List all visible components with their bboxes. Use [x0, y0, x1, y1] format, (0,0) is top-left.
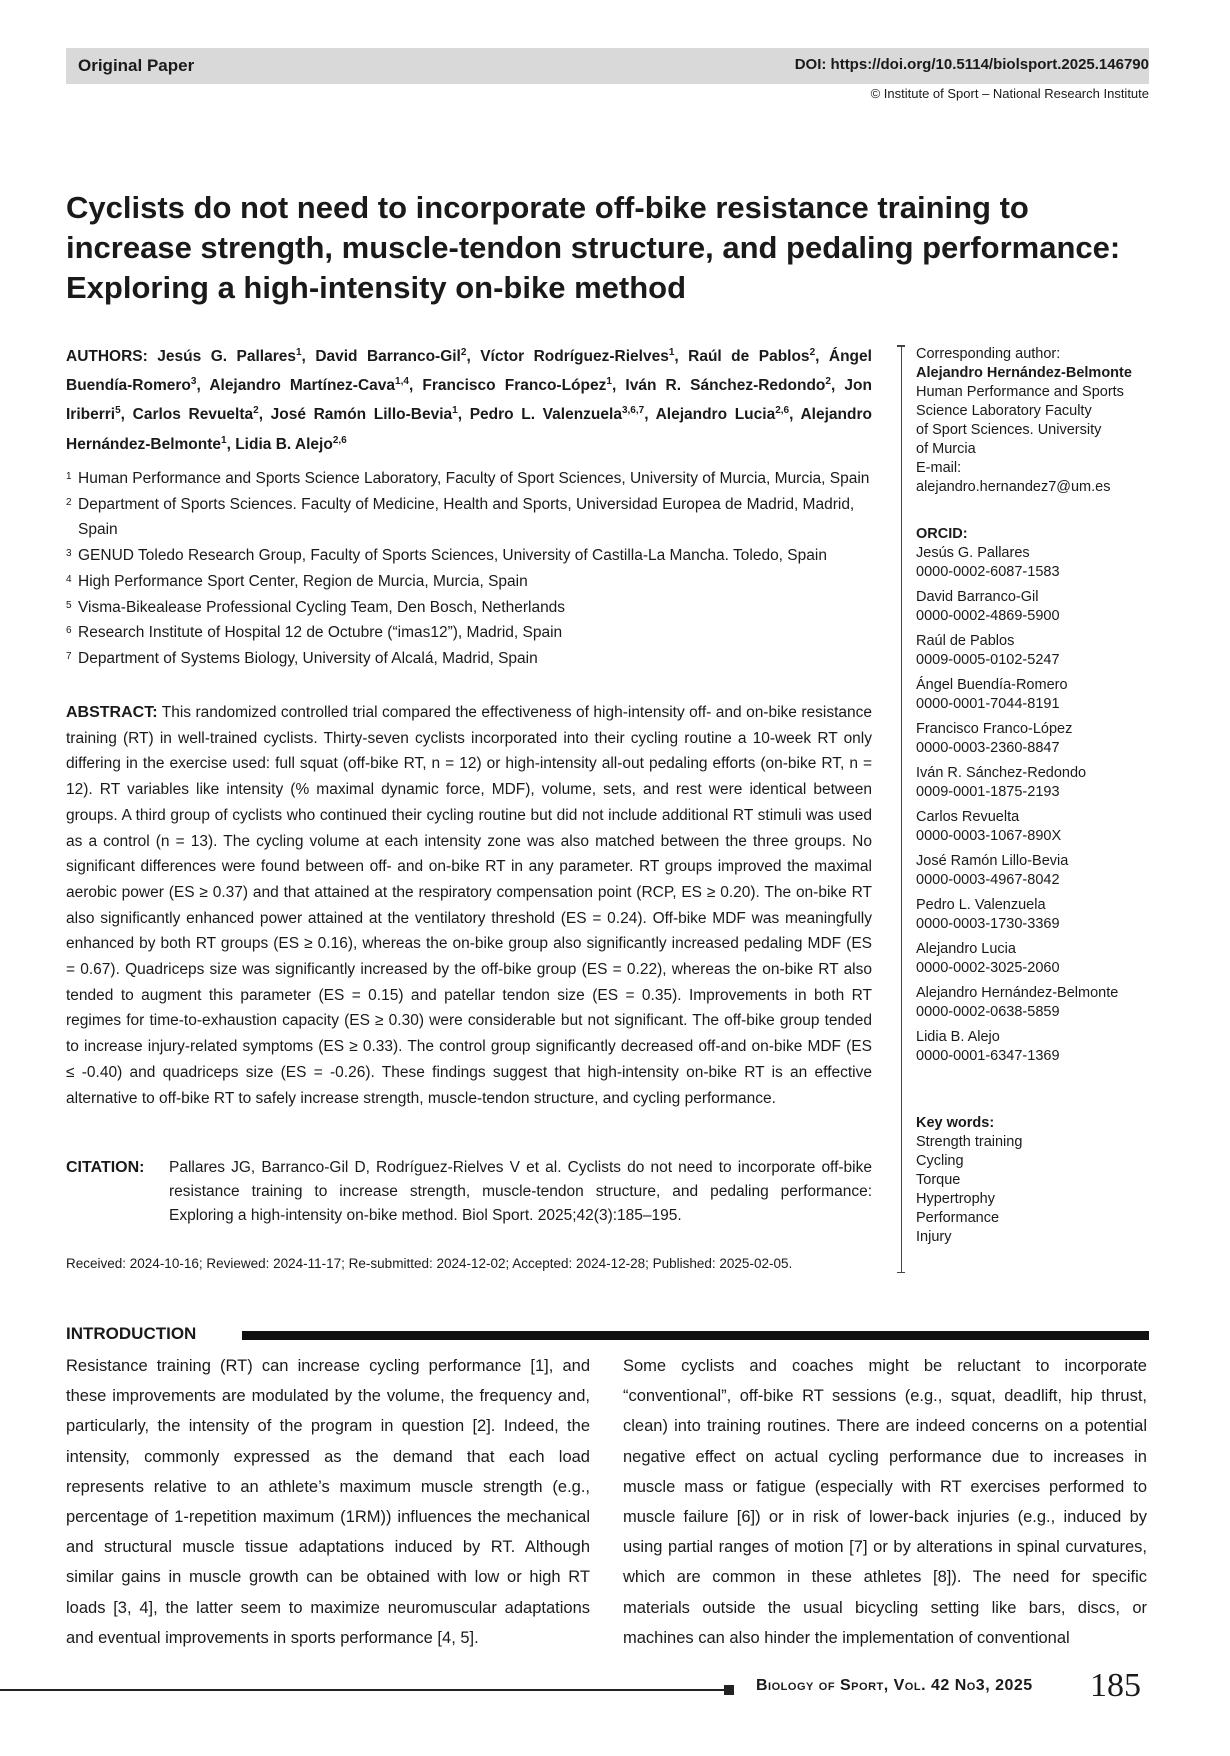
- article-type: Original Paper: [78, 56, 195, 75]
- intro-column-right: Some cyclists and coaches might be reluctant to incorporate “conventional”, off-bike RT sessions (e.g., squat, deadlift, hip thrust, clean) into training routines. There are indeed concerns on a potential negative effect on actual cycling performance due to increases in muscle mass or fatigue (especially with RT exercises performed to muscle failure [6]) or in risk of lower-back injuries (e.g., induced by using partial ranges of motion [7] or by alterations in spinal curvatures, which are common in these athletes [8]). The need for specific materials outside the usual bicycling setting like bars, discs, or machines can also hinder the implementation of conventional: [623, 1357, 1147, 1647]
- orcid-entry: [916, 808, 1156, 846]
- orcid-entry: [916, 940, 1156, 978]
- author-name: Alejandro Lucia: [655, 406, 776, 424]
- orcid-id[interactable]: 0000-0003-2360-8847: [916, 740, 1060, 756]
- introduction-heading: INTRODUCTION: [66, 1324, 197, 1343]
- author-name: Pedro L. Valenzuela: [469, 406, 622, 424]
- doi-link[interactable]: DOI: https://doi.org/10.5114/biolsport.2025.146790: [794, 56, 1149, 73]
- affiliation-item: [66, 492, 872, 543]
- author-name: Alejandro Hernández-Belmonte: [66, 406, 872, 453]
- citation-label: CITATION:: [66, 1159, 145, 1176]
- corresponding-address-line: Human Performance and Sports: [916, 384, 1124, 400]
- author-affiliation-marker: 1: [606, 376, 612, 388]
- affiliation-number: 4: [66, 573, 72, 585]
- affiliation-text: Research Institute of Hospital 12 de Octubre (“imas12”), Madrid, Spain: [78, 624, 563, 642]
- authors-label: AUTHORS:: [66, 348, 148, 366]
- author-affiliation-marker: 2,6: [775, 405, 790, 417]
- sidebar-tick-bottom: [897, 1272, 905, 1274]
- affiliation-text: Department of Sports Sciences. Faculty of Medicine, Health and Sports, Universidad Europea de Madrid, Madrid, Spain: [78, 495, 855, 539]
- orcid-id[interactable]: 0000-0003-4967-8042: [916, 872, 1060, 888]
- author-affiliation-marker: 1: [295, 347, 302, 358]
- abstract: [66, 700, 872, 1111]
- orcid-id[interactable]: 0000-0002-4869-5900: [916, 608, 1060, 624]
- orcid-id[interactable]: 0000-0001-6347-1369: [916, 1048, 1060, 1064]
- author-affiliation-marker: 1: [221, 434, 227, 446]
- affiliation-text: Visma-Bikealease Professional Cycling Team, Den Bosch, Netherlands: [78, 598, 566, 616]
- orcid-id[interactable]: 0000-0003-1067-890X: [916, 828, 1062, 844]
- orcid-id[interactable]: 0000-0002-0638-5859: [916, 1004, 1060, 1020]
- author-name: Jon Iriberri: [66, 377, 872, 424]
- author-affiliation-marker: 2: [825, 376, 831, 388]
- affiliation-item: [66, 466, 872, 492]
- orcid-name: Alejandro Lucia: [916, 941, 1016, 957]
- orcid-entry: [916, 632, 1156, 670]
- affiliation-number: 7: [66, 650, 72, 662]
- footer-square-mark: [724, 1685, 734, 1695]
- author-affiliation-marker: 5: [115, 405, 121, 417]
- orcid-id[interactable]: 0000-0002-6087-1583: [916, 564, 1060, 580]
- orcid-entry: [916, 544, 1156, 582]
- author-name: Iván R. Sánchez-Redondo: [625, 377, 826, 395]
- sidebar-tick-top: [897, 345, 905, 347]
- citation: [66, 1156, 872, 1228]
- author-affiliation-marker: 1: [668, 347, 675, 358]
- affiliation-text: Human Performance and Sports Science Laboratory, Faculty of Sport Sciences, University of Murcia, Murcia, Spain: [78, 470, 870, 487]
- author-affiliation-marker: 1: [452, 405, 458, 417]
- author-name: Carlos Revuelta: [132, 406, 254, 424]
- author-name: Raúl de Pablos: [688, 348, 810, 366]
- orcid-id[interactable]: 0009-0001-1875-2193: [916, 784, 1060, 800]
- corresponding-address-line: of Murcia: [916, 441, 976, 457]
- orcid-id[interactable]: 0000-0002-3025-2060: [916, 960, 1060, 976]
- author-name: Lidia B. Alejo: [235, 435, 333, 453]
- corresponding-address-line: Science Laboratory Faculty: [916, 403, 1092, 419]
- keyword-item: Torque: [916, 1172, 961, 1188]
- orcid-entry: [916, 676, 1156, 714]
- keywords-label: Key words:: [916, 1115, 995, 1131]
- introduction-heading-bar: [66, 1322, 1149, 1342]
- email-link[interactable]: alejandro.hernandez7@um.es: [916, 479, 1111, 495]
- corresponding-label: Corresponding author:: [916, 346, 1061, 362]
- orcid-name: Jesús G. Pallares: [916, 545, 1030, 561]
- abstract-label: ABSTRACT:: [66, 704, 158, 721]
- affiliation-number: 5: [66, 599, 72, 611]
- author-name: Ángel Buendía-Romero: [66, 348, 872, 395]
- publication-dates: Received: 2024-10-16; Reviewed: 2024-11-17; Re-submitted: 2024-12-02; Accepted: 2024-12-28; Published: 2025-02-05.: [66, 1256, 793, 1271]
- affiliation-item: [66, 595, 872, 621]
- page-number: 185: [1090, 1667, 1141, 1704]
- footer-rule: [0, 1689, 727, 1691]
- author-affiliation-marker: 2: [460, 347, 467, 358]
- orcid-list: [916, 544, 1156, 1066]
- affiliation-text: GENUD Toledo Research Group, Faculty of Sports Sciences, University of Castilla-La Mancha. Toledo, Spain: [78, 547, 827, 565]
- orcid-entry: [916, 588, 1156, 626]
- footer-journal: Biology of Sport, Vol. 42 No3, 2025: [756, 1677, 1033, 1694]
- author-name: David Barranco-Gil: [315, 348, 461, 366]
- header-bar: [66, 48, 1149, 84]
- orcid-entry: [916, 852, 1156, 890]
- author-name: Francisco Franco-López: [422, 377, 607, 395]
- keyword-item: Injury: [916, 1229, 952, 1245]
- keyword-item: Performance: [916, 1210, 1000, 1226]
- orcid-name: Pedro L. Valenzuela: [916, 897, 1046, 913]
- affiliation-item: [66, 646, 872, 672]
- sidebar: [901, 345, 1150, 1273]
- orcid-name: Alejandro Hernández-Belmonte: [916, 985, 1119, 1001]
- orcid-name: Ángel Buendía-Romero: [916, 677, 1068, 693]
- orcid-name: Lidia B. Alejo: [916, 1029, 1000, 1045]
- orcid-id[interactable]: 0009-0005-0102-5247: [916, 652, 1060, 668]
- email-label: E-mail:: [916, 460, 962, 476]
- copyright-notice: © Institute of Sport – National Research Institute: [870, 86, 1149, 101]
- author-name: Víctor Rodríguez-Rielves: [480, 348, 669, 366]
- orcid-name: Francisco Franco-López: [916, 721, 1073, 737]
- keyword-item: Hypertrophy: [916, 1191, 995, 1207]
- heading-rule: [242, 1331, 1149, 1340]
- citation-text: Pallares JG, Barranco-Gil D, Rodríguez-Rielves V et al. Cyclists do not need to incorporate off-bike resistance training to increase strength, muscle-tendon structure, and pedaling performance: Exploring a high-intensity on-bike method. Biol Sport. 2025;42(3):185–195.: [169, 1159, 872, 1224]
- author-name: Alejandro Martínez-Cava: [209, 377, 396, 395]
- keywords-list: [916, 1133, 1156, 1247]
- author-affiliation-marker: 3: [190, 376, 197, 388]
- affiliation-number: 3: [66, 548, 72, 560]
- author-name: José Ramón Lillo-Bevia: [270, 406, 453, 424]
- orcid-name: Iván R. Sánchez-Redondo: [916, 765, 1087, 781]
- author-affiliation-marker: 2: [253, 405, 259, 417]
- article-title: Cyclists do not need to incorporate off-bike resistance training to increase strength, muscle-tendon structure, and pedaling performance: Exploring a high-intensity on-bike method: [66, 190, 1121, 305]
- keyword-item: Cycling: [916, 1153, 964, 1169]
- orcid-entry: [916, 764, 1156, 802]
- abstract-text: This randomized controlled trial compared the effectiveness of high-intensity off- and on-bike resistance training (RT) in well-trained cyclists. Thirty-seven cyclists incorporated into their cycling routine a 10-week RT only differing in the exercise used: full squat (off-bike RT, n = 12) or high-intensity all-out pedaling efforts (on-bike RT, n = 12). RT variables like intensity (% maximal dynamic force, MDF), volume, sets, and rest were identical between groups. A third group of cyclists who continued their cycling routine but did not include additional RT stimuli was used as a control (n = 13). The cycling volume at each intensity zone was also matched between the three groups. No significant differences were found between off- and on-bike RT in any parameter. RT groups improved the maximal aerobic power (ES ≥ 0.37) and that attained at the respiratory compensation point (RCP, ES ≥ 0.20). The on-bike RT also significantly enhanced power attained at the ventilatory threshold (ES = 0.24). Off-bike MDF was meaningfully enhanced by both RT groups (ES ≥ 0.16), whereas the on-bike group also significantly increased pedaling MDF (ES = 0.67). Quadriceps size was significantly increased by the off-bike group (ES = 0.22), whereas the on-bike RT also tended to augment this parameter (ES = 0.15) and patellar tendon size (ES = 0.35). Improvements in both RT regimes for time-to-exhaustion capacity (ES ≥ 0.30) were considerable but not significant. The off-bike group tended to increase injury-related symptoms (ES ≥ 0.33). The control group significantly decreased off-and on-bike MDF (ES ≤ -0.40) and quadriceps size (ES = -0.26). These findings suggest that high-intensity on-bike RT is an effective alternative to off-bike RT to safely increase strength, muscle-tendon structure, and cycling performance.: [66, 704, 873, 1107]
- affiliation-number: 6: [66, 625, 72, 637]
- orcid-entry: [916, 984, 1156, 1022]
- orcid-entry: [916, 720, 1156, 758]
- affiliation-number: 2: [66, 496, 72, 508]
- affiliation-text: Department of Systems Biology, University of Alcalá, Madrid, Spain: [78, 649, 538, 667]
- authors-list: AUTHORS: Jesús G. Pallares$^1$, David Barranco-Gil$^2$, Víctor Rodríguez-Rielves$^1$, Raúl de Pablos$^2$, Ángel Buendía-Romero$^3$, Alejandro Martínez-Cava$^{1,4}$, Francisco Franco-López$^1$, Iván R. Sánchez-Redondo$^2$, Jon Iriberri$^5$, Carlos Revuelta$^2$, José Ramón Lillo-Bevia$^1$, Pedro L. Valenzuela$^{3,6,7}$, Alejandro Lucia$^{2,6}$, Alejandro Hernández-Belmonte$^1$, Lidia B. Alejo$^{2,6}$: [66, 347, 872, 453]
- author-name: Jesús G. Pallares: [157, 348, 296, 366]
- orcid-entry: [916, 1028, 1156, 1066]
- orcid-id[interactable]: 0000-0001-7044-8191: [916, 696, 1060, 712]
- corresponding-address-line: of Sport Sciences. University: [916, 422, 1102, 438]
- author-affiliation-marker: 2: [809, 347, 816, 358]
- keyword-item: Strength training: [916, 1134, 1023, 1150]
- orcid-name: Raúl de Pablos: [916, 633, 1015, 649]
- orcid-name: David Barranco-Gil: [916, 589, 1039, 605]
- orcid-name: Carlos Revuelta: [916, 809, 1020, 825]
- affiliation-item: [66, 569, 872, 595]
- author-affiliation-marker: 1,4: [395, 376, 409, 388]
- affiliation-item: [66, 620, 872, 646]
- orcid-id[interactable]: 0000-0003-1730-3369: [916, 916, 1060, 932]
- affiliation-text: High Performance Sport Center, Region de Murcia, Murcia, Spain: [78, 572, 528, 590]
- author-affiliation-marker: 2,6: [332, 434, 347, 446]
- intro-column-left: Resistance training (RT) can increase cycling performance [1], and these improvements are modulated by the volume, the frequency and, particularly, the intensity of the program in question [2]. Indeed, the intensity, commonly expressed as the demand that each load represents relative to an athlete’s maximum muscle strength (e.g., percentage of 1-repetition maximum (1RM)) influences the mechanical and structural muscle tissue adaptations induced by RT. Although similar gains in muscle growth can be obtained with low or high RT loads [3, 4], the latter seem to maximize neuromuscular adaptations and eventual improvements in sports performance [4, 5].: [66, 1357, 590, 1647]
- orcid-name: José Ramón Lillo-Bevia: [916, 853, 1069, 869]
- author-affiliation-marker: 3,6,7: [621, 405, 645, 417]
- corresponding-name: Alejandro Hernández-Belmonte: [916, 365, 1132, 381]
- affiliation-number: 1: [66, 471, 72, 482]
- affiliations-list: [66, 466, 872, 672]
- orcid-label: ORCID:: [916, 526, 968, 542]
- affiliation-item: [66, 543, 872, 569]
- orcid-entry: [916, 896, 1156, 934]
